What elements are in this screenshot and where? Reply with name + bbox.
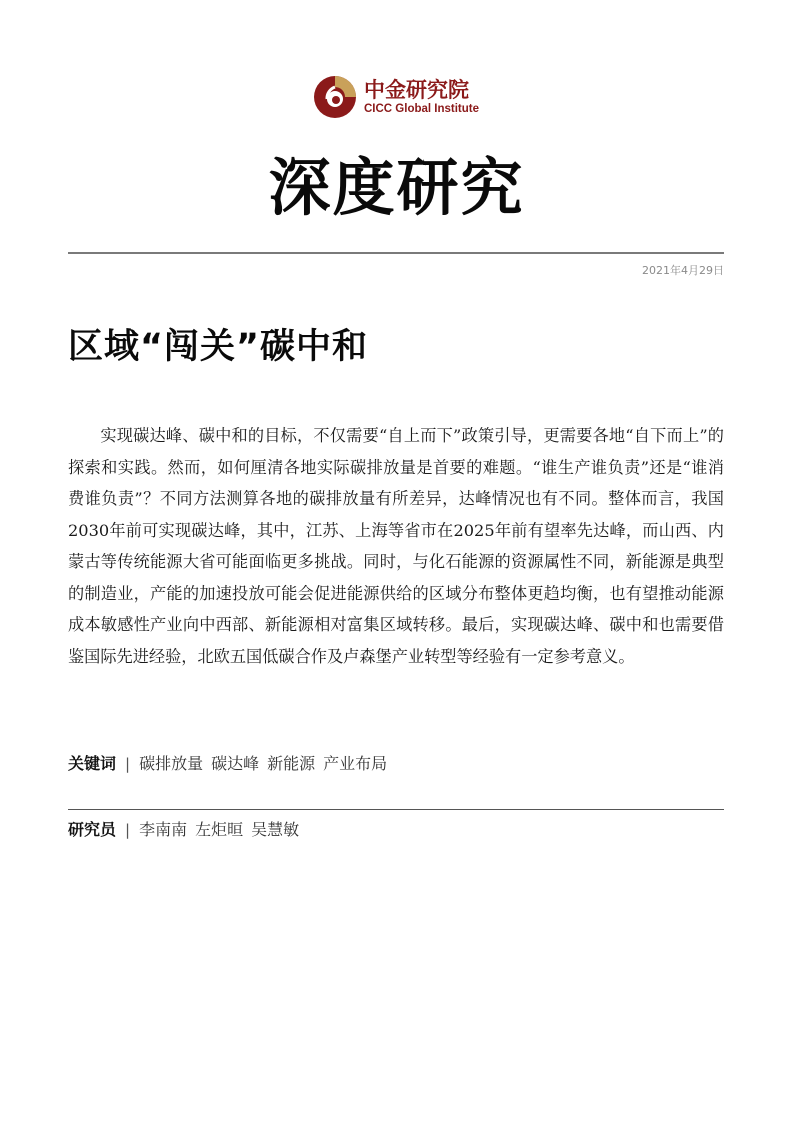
header-divider — [68, 252, 724, 254]
researcher-name: 左炬晅 — [195, 820, 244, 839]
keyword-item: 产业布局 — [323, 754, 388, 773]
logo-name-en: CICC Global Institute — [364, 103, 479, 115]
researcher-name: 吴慧敏 — [251, 820, 300, 839]
abstract-paragraph: 实现碳达峰、碳中和的目标，不仅需要“自上而下”政策引导，更需要各地“自下而上”的探索和实践。然而，如何厘清各地实际碳排放量是首要的难题。“谁生产谁负责”还是“谁消费谁负责”？不同方法测算各地的碳排放量有所差异，达峰情况也有不同。整体而言，我国2030年前可实现碳达峰，其中，江苏、上海等省市在2025年前有望率先达峰，而山西、内蒙古等传统能源大省可能面临更多挑战。同时，与化石能源的资源属性不同，新能源是典型的制造业，产能的加速投放可能会促进能源供给的区域分布整体更趋均衡，也有望推动能源成本敏感性产业向中西部、新能源相对富集区域转移。最后，实现碳达峰、碳中和也需要借鉴国际先进经验，北欧五国低碳合作及卢森堡产业转型等经验有一定参考意义。 — [68, 426, 724, 666]
keywords-label: 关键词 — [68, 754, 117, 773]
keywords-row — [68, 752, 395, 776]
logo-name-cn: 中金研究院 — [364, 78, 469, 102]
researchers-row — [68, 818, 307, 842]
researchers-label: 研究员 — [68, 820, 117, 839]
publish-date: 2021年4月29日 — [642, 264, 724, 277]
keyword-item: 碳达峰 — [211, 754, 260, 773]
report-title: 区域“闯关”碳中和 — [68, 327, 369, 367]
cicc-logo-icon — [313, 75, 357, 119]
keyword-item: 新能源 — [267, 754, 316, 773]
keyword-item: 碳排放量 — [139, 754, 204, 773]
keywords-separator: | — [125, 755, 131, 773]
cicc-logo — [313, 74, 479, 120]
masthead-title: 深度研究 — [268, 151, 525, 224]
researchers-divider — [68, 809, 724, 810]
researcher-name: 李南南 — [139, 820, 188, 839]
researchers-separator: | — [125, 821, 131, 839]
